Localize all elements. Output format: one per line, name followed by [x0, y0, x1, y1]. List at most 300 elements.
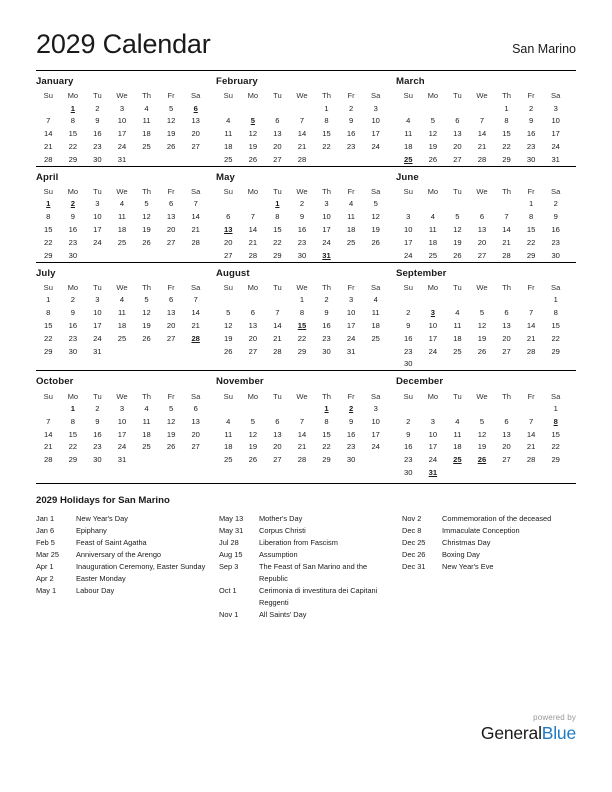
day-cell: 13 [502, 429, 511, 439]
day-cell: 17 [117, 129, 127, 139]
day-cell-empty [216, 294, 241, 307]
weekday-we: We [476, 187, 488, 197]
day-cell: 17 [428, 333, 438, 343]
holiday-name: Easter Monday [76, 573, 126, 583]
day-cell: 9 [95, 416, 100, 426]
day-cell: 14 [44, 129, 53, 139]
holiday-name: Christmas Day [442, 537, 491, 547]
month-title: May [216, 171, 235, 183]
day-cell-empty [110, 345, 135, 358]
day-cell: 10 [93, 308, 102, 318]
day-cell: 4 [406, 116, 411, 126]
day-cell: 27 [502, 455, 511, 465]
day-cell: 18 [346, 225, 356, 235]
day-cell: 14 [502, 225, 511, 235]
day-cell: 9 [553, 212, 558, 222]
day-cell: 8 [324, 116, 329, 126]
week-row [396, 249, 568, 262]
holiday-date: Dec 31 [402, 561, 426, 571]
day-cell: 16 [346, 129, 356, 139]
holiday-name: Cerimonia di investitura dei Capitani Reggenti [259, 585, 378, 607]
month-title: October [36, 376, 74, 388]
day-cell: 30 [93, 154, 102, 164]
holiday-list-item [402, 537, 570, 549]
weekday-fr: Fr [167, 283, 175, 292]
week-row [396, 453, 568, 466]
day-cell: 16 [297, 225, 307, 235]
day-cell: 10 [117, 416, 127, 426]
month-block-march [396, 76, 576, 166]
weekday-header-row [216, 390, 388, 402]
day-cell: 8 [46, 308, 51, 318]
weekday-mo: Mo [427, 187, 439, 197]
day-cell-empty [445, 357, 470, 370]
page-title: 2029 Calendar [36, 29, 211, 59]
week-row [396, 223, 568, 236]
quarter-row [36, 370, 576, 479]
weekday-header-row [36, 186, 208, 198]
month-table [36, 282, 208, 358]
day-cell: 10 [322, 212, 331, 222]
day-cell-empty [183, 249, 208, 262]
day-cell: 28 [191, 237, 200, 247]
month-block-june [396, 172, 576, 262]
day-cell: 19 [453, 237, 462, 247]
day-cell: 20 [453, 141, 462, 151]
day-cell: 6 [455, 116, 460, 126]
day-cell: 13 [273, 429, 282, 439]
day-cell: 2 [553, 199, 558, 209]
day-cell: 1 [553, 295, 558, 305]
weekday-fr: Fr [167, 91, 175, 101]
day-cell-empty [494, 357, 519, 370]
day-cell-empty [339, 249, 364, 262]
day-cell: 21 [248, 237, 258, 247]
day-cell: 27 [453, 154, 462, 164]
day-cell: 21 [191, 225, 200, 235]
holiday-date: May 13 [219, 513, 244, 523]
day-cell: 12 [371, 212, 380, 222]
day-cell: 18 [117, 225, 127, 235]
day-cell: 4 [348, 199, 354, 209]
holiday-name: Mother's Day [259, 513, 303, 523]
day-cell: 2 [95, 103, 100, 113]
day-cell: 15 [322, 429, 331, 439]
week-row [216, 127, 388, 140]
day-cell: 12 [248, 129, 258, 139]
day-cell: 14 [297, 429, 307, 439]
week-row [216, 210, 388, 223]
day-cell: 13 [453, 129, 462, 139]
day-cell: 5 [479, 308, 485, 318]
day-cell: 30 [297, 250, 307, 260]
day-cell: 9 [348, 116, 354, 126]
day-cell: 19 [224, 333, 233, 343]
weekday-mo: Mo [67, 187, 79, 197]
holiday-date: Apr 2 [36, 573, 54, 583]
weekday-th: Th [322, 283, 331, 292]
day-cell: 2 [95, 404, 100, 414]
holiday-name: Boxing Day [442, 549, 480, 559]
month-title: December [396, 376, 444, 388]
holiday-column [402, 513, 576, 621]
day-cell: 28 [44, 154, 53, 164]
day-cell: 28 [297, 455, 307, 465]
day-cell: 31 [346, 346, 356, 356]
day-cell: 7 [528, 308, 534, 318]
weekday-sa: Sa [191, 283, 201, 292]
day-cell: 13 [191, 116, 200, 126]
day-cell-empty [363, 453, 388, 466]
day-cell: 7 [250, 212, 255, 222]
day-cell: 28 [477, 154, 487, 164]
day-cell: 30 [404, 467, 413, 477]
day-cell: 22 [68, 442, 78, 452]
weekday-sa: Sa [371, 283, 381, 292]
day-cell: 6 [275, 416, 280, 426]
weekday-mo: Mo [67, 391, 79, 401]
day-cell: 12 [428, 129, 438, 139]
weekday-su: Su [43, 187, 53, 197]
day-cell: 27 [191, 442, 200, 452]
day-cell: 10 [428, 429, 438, 439]
day-cell: 22 [68, 141, 78, 151]
day-cell: 7 [46, 116, 51, 126]
month-table [216, 390, 388, 466]
week-row [36, 428, 208, 441]
month-block-april [36, 172, 216, 262]
day-cell-empty [159, 153, 184, 166]
day-cell: 20 [224, 237, 233, 247]
day-cell: 27 [273, 455, 282, 465]
weekday-we: We [296, 91, 308, 101]
day-cell-empty [396, 402, 421, 415]
weekday-fr: Fr [527, 91, 535, 101]
day-cell: 12 [477, 429, 487, 439]
holiday-name: Immaculate Conception [442, 525, 520, 535]
day-cell-empty [265, 102, 290, 115]
quarter-row [36, 70, 576, 166]
day-cell: 14 [526, 429, 536, 439]
day-cell-holiday: 25 [404, 154, 413, 164]
day-cell: 28 [248, 250, 258, 260]
day-cell: 29 [322, 455, 331, 465]
week-row [216, 140, 388, 153]
day-cell: 5 [168, 103, 174, 113]
week-row [36, 415, 208, 428]
day-cell: 23 [346, 141, 356, 151]
day-cell: 18 [142, 129, 151, 139]
month-title: February [216, 75, 258, 87]
week-row [396, 114, 568, 127]
holiday-name: Inauguration Ceremony, Easter Sunday [76, 561, 206, 571]
day-cell-empty [445, 294, 470, 307]
day-cell: 16 [404, 442, 413, 452]
month-block-may [216, 172, 396, 262]
day-cell: 21 [273, 333, 282, 343]
day-cell-holiday: 6 [193, 103, 198, 113]
day-cell: 22 [551, 442, 560, 452]
day-cell-holiday: 2 [70, 199, 75, 209]
quarter-row [36, 166, 576, 262]
day-cell: 15 [44, 320, 53, 330]
day-cell: 4 [144, 404, 149, 414]
day-cell: 22 [502, 141, 511, 151]
day-cell-empty [183, 453, 208, 466]
day-cell-holiday: 3 [430, 308, 435, 318]
week-row [216, 114, 388, 127]
week-row [36, 210, 208, 223]
weekday-tu: Tu [93, 91, 102, 101]
month-table [36, 390, 208, 466]
day-cell-empty [36, 402, 61, 415]
day-cell: 17 [551, 129, 560, 139]
holiday-date: May 1 [36, 585, 57, 595]
holiday-name: New Year's Day [76, 513, 128, 523]
day-cell: 18 [371, 320, 380, 330]
day-cell-empty [470, 466, 495, 479]
day-cell: 15 [322, 129, 331, 139]
day-cell: 14 [191, 212, 200, 222]
day-cell: 16 [68, 225, 78, 235]
day-cell: 21 [297, 442, 307, 452]
day-cell: 20 [166, 320, 176, 330]
day-cell-empty [470, 102, 495, 115]
weekday-su: Su [223, 91, 233, 101]
month-table [36, 186, 208, 262]
day-cell-empty [134, 249, 159, 262]
day-cell: 7 [504, 212, 509, 222]
week-row [36, 319, 208, 332]
holiday-date: Jan 1 [36, 513, 55, 523]
day-cell: 24 [346, 333, 356, 343]
holiday-date: Nov 2 [402, 513, 422, 523]
holiday-name: Commemoration of the deceased [442, 513, 552, 523]
weekday-header-row [216, 186, 388, 198]
day-cell: 13 [502, 320, 511, 330]
day-cell-empty [134, 153, 159, 166]
holiday-list-item [219, 549, 396, 561]
holiday-date: Oct 1 [219, 585, 237, 595]
weekday-sa: Sa [191, 91, 201, 101]
week-row [216, 249, 388, 262]
week-row [216, 441, 388, 454]
day-cell: 3 [430, 416, 435, 426]
holiday-date: Jan 6 [36, 525, 55, 535]
weekday-th: Th [502, 91, 511, 101]
weekday-mo: Mo [247, 91, 259, 101]
holiday-list-item [36, 537, 213, 549]
week-row [36, 402, 208, 415]
day-cell: 24 [428, 346, 438, 356]
day-cell: 25 [224, 455, 233, 465]
weekday-tu: Tu [93, 391, 102, 401]
day-cell: 26 [166, 442, 176, 452]
day-cell: 14 [273, 320, 282, 330]
holiday-name: Assumption [259, 549, 298, 559]
day-cell: 1 [553, 404, 558, 414]
day-cell: 28 [44, 455, 53, 465]
day-cell-empty [396, 294, 421, 307]
day-cell: 22 [273, 237, 282, 247]
weekday-sa: Sa [191, 391, 201, 401]
holiday-column [219, 513, 402, 621]
holiday-list-item [219, 525, 396, 537]
day-cell: 21 [297, 141, 307, 151]
day-cell-empty [265, 294, 290, 307]
week-row [396, 102, 568, 115]
weekday-fr: Fr [167, 391, 175, 401]
day-cell: 27 [502, 346, 511, 356]
day-cell: 31 [117, 154, 127, 164]
day-cell: 9 [70, 308, 75, 318]
holiday-column [36, 513, 219, 621]
weekday-we: We [116, 91, 128, 101]
month-table [396, 390, 568, 479]
day-cell-empty [241, 102, 266, 115]
day-cell: 16 [526, 129, 536, 139]
week-row [36, 332, 208, 345]
day-cell: 21 [44, 141, 53, 151]
day-cell: 21 [44, 442, 53, 452]
day-cell: 4 [119, 199, 125, 209]
day-cell: 1 [46, 295, 51, 305]
day-cell: 3 [95, 295, 100, 305]
month-title: September [396, 267, 447, 279]
day-cell: 23 [551, 237, 560, 247]
holiday-name: Feast of Saint Agatha [76, 537, 147, 547]
day-cell-holiday: 1 [46, 199, 51, 209]
day-cell: 22 [322, 141, 331, 151]
week-row [216, 415, 388, 428]
day-cell-empty [134, 345, 159, 358]
day-cell: 15 [68, 429, 78, 439]
day-cell: 6 [226, 212, 231, 222]
day-cell: 11 [118, 212, 126, 222]
day-cell: 2 [406, 416, 411, 426]
day-cell: 27 [477, 250, 487, 260]
day-cell: 30 [551, 250, 560, 260]
day-cell: 29 [44, 346, 53, 356]
day-cell-holiday: 15 [297, 320, 307, 330]
week-row [36, 114, 208, 127]
day-cell: 18 [404, 141, 413, 151]
weekday-header-row [216, 90, 388, 102]
day-cell: 2 [528, 103, 534, 113]
day-cell: 1 [528, 199, 534, 209]
month-block-august [216, 268, 396, 371]
day-cell: 9 [406, 429, 411, 439]
day-cell: 5 [168, 404, 174, 414]
day-cell-holiday: 31 [322, 250, 331, 260]
weekday-fr: Fr [527, 283, 535, 292]
day-cell-empty [216, 402, 241, 415]
holiday-name: Anniversary of the Arengo [76, 549, 162, 559]
weekday-sa: Sa [191, 187, 201, 197]
day-cell: 27 [273, 154, 282, 164]
day-cell: 23 [297, 237, 307, 247]
day-cell-empty [421, 294, 446, 307]
day-cell: 4 [226, 416, 231, 426]
day-cell: 8 [528, 212, 534, 222]
day-cell: 2 [406, 308, 411, 318]
weekday-th: Th [142, 283, 151, 292]
day-cell: 13 [166, 212, 176, 222]
week-row [36, 345, 208, 358]
day-cell-empty [421, 357, 446, 370]
holiday-date: Sep 3 [219, 561, 239, 571]
weekday-we: We [476, 91, 488, 101]
weekday-mo: Mo [427, 283, 439, 292]
day-cell: 16 [551, 225, 560, 235]
day-cell: 2 [299, 199, 305, 209]
week-row [36, 198, 208, 211]
week-row [216, 236, 388, 249]
day-cell-empty [396, 198, 421, 211]
day-cell: 6 [250, 308, 255, 318]
day-cell: 23 [346, 442, 356, 452]
month-block-september [396, 268, 576, 371]
weekday-th: Th [502, 283, 511, 292]
day-cell: 11 [404, 129, 413, 139]
day-cell: 14 [477, 129, 487, 139]
region-label: San Marino [512, 41, 576, 56]
day-cell-holiday: 8 [553, 416, 558, 426]
holiday-list-item [36, 513, 213, 525]
month-title: July [36, 267, 56, 279]
day-cell: 24 [551, 141, 560, 151]
week-row [396, 428, 568, 441]
day-cell: 21 [502, 237, 511, 247]
day-cell-empty [134, 453, 159, 466]
day-cell: 9 [324, 308, 329, 318]
day-cell: 2 [348, 103, 354, 113]
day-cell: 5 [373, 199, 378, 209]
day-cell: 6 [193, 404, 198, 414]
day-cell: 12 [166, 116, 176, 126]
day-cell: 9 [528, 116, 534, 126]
day-cell-empty [421, 402, 446, 415]
holiday-list-item [36, 561, 213, 573]
weekday-header-row [36, 282, 208, 294]
day-cell: 25 [428, 250, 438, 260]
weekday-th: Th [322, 391, 331, 401]
weekday-th: Th [142, 91, 151, 101]
day-cell: 8 [275, 212, 280, 222]
holiday-name: New Year's Eve [442, 561, 494, 571]
weekday-tu: Tu [93, 187, 102, 197]
holiday-list-item [219, 513, 396, 525]
day-cell: 15 [502, 129, 511, 139]
day-cell: 26 [248, 154, 258, 164]
day-cell: 5 [430, 116, 435, 126]
month-table [396, 90, 568, 166]
weekday-tu: Tu [453, 283, 462, 292]
day-cell-empty [339, 153, 364, 166]
day-cell-holiday: 28 [191, 333, 200, 343]
day-cell: 3 [348, 295, 354, 305]
day-cell: 29 [44, 250, 53, 260]
day-cell: 21 [526, 442, 536, 452]
day-cell: 30 [322, 346, 331, 356]
day-cell: 24 [404, 250, 413, 260]
day-cell: 14 [191, 308, 200, 318]
weekday-header-row [396, 186, 568, 198]
holiday-name: Corpus Christi [259, 525, 306, 535]
day-cell: 27 [191, 141, 200, 151]
holiday-name: The Feast of San Marino and the Republic [259, 561, 368, 583]
week-row [36, 223, 208, 236]
